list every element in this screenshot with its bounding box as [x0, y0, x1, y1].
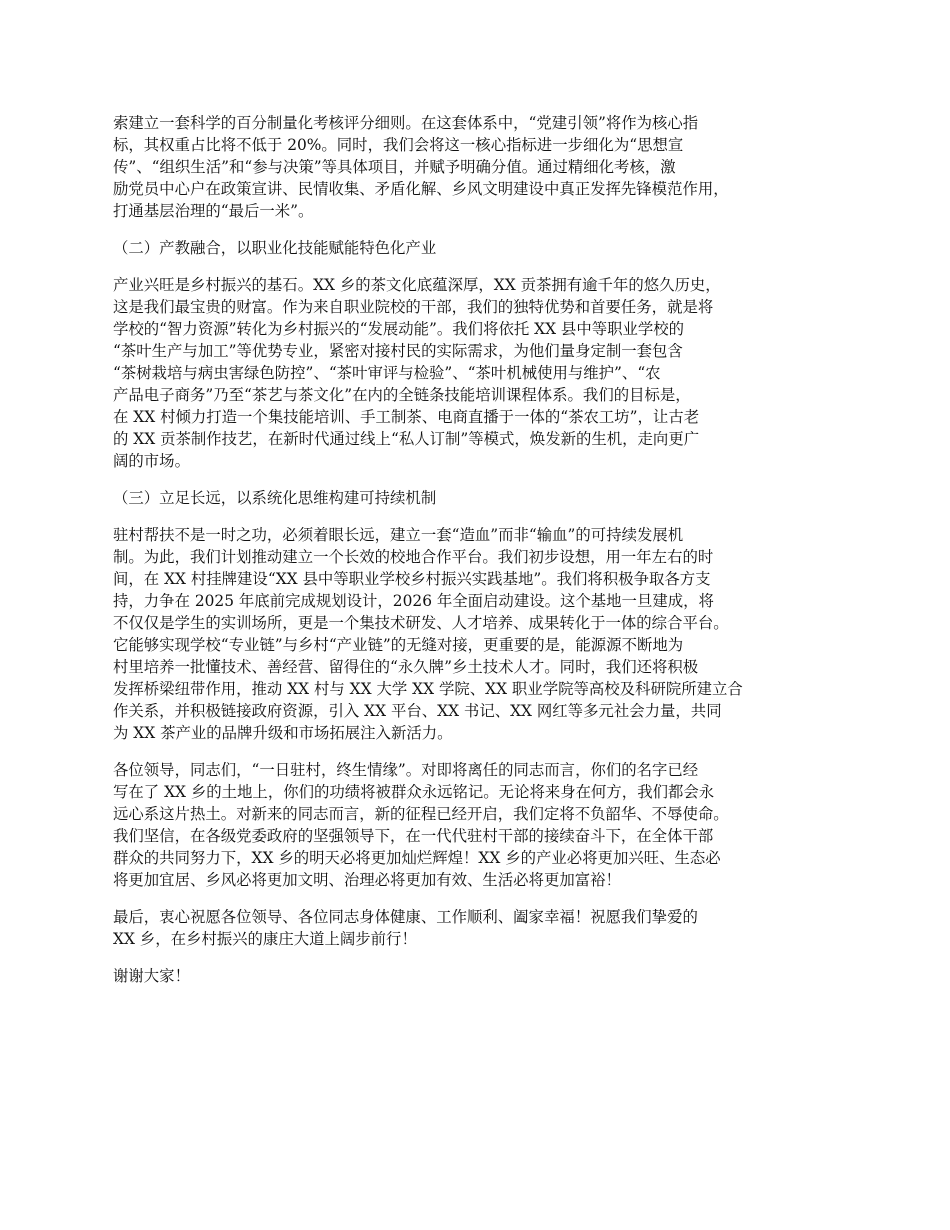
paragraph-address-to-leaders: 各位领导，同志们，“一日驻村，终生情缘”。对即将离任的同志而言，你们的名字已经 写在了 XX 乡的土地上，你们的功绩将被群众永远铭记。无论将来身在何方，我们都会永 远心系这片热土。对新来的同志而言，新的征程已经开启，我们定将不负韶华、不辱使命。 我们坚信，在各级党委政府的坚强领导下，在一代代驻村干部的接续奋斗下，在全体干部 群众的共同努力下，XX 乡的明天必将更加灿烂辉煌！XX 乡的产业必将更加兴旺、生态必 将更加宜居、乡风必将更加文明、治理必将更加有效、生活必将更加富裕！ — [113, 761, 729, 889]
paragraph-practice-base: 驻村帮扶不是一时之功，必须着眼长远，建立一套“造血”而非“输血”的可持续发展机 制。为此，我们计划推动建立一个长效的校地合作平台。我们初步设想，用一年左右的时 间，在 XX 村挂牌建设“XX 县中等职业学校乡村振兴实践基地”。我们将积极争取各方支 持，力争在 2025 年底前完成规划设计，2026 年全面启动建设。这个基地一旦建成，将 不仅仅是学生的实训场所，更是一个集技术研发、人才培养、成果转化于一体的综合平台。 它能够实现学校“专业链”与乡村“产业链”的无缝对接，更重要的是，能源源不断地为 村里培养一批懂技术、善经营、留得住的“永久牌”乡土技术人才。同时，我们还将积极 发挥桥梁纽带作用，推动 XX 村与 XX 大学 XX 学院、XX 职业学院等高校及科研院所建立合 作关系，并积极链接政府资源，引入 XX 平台、XX 书记、XX 网红等多元社会力量，共同 为 XX 茶产业的品牌升级和市场拓展注入新活力。 — [113, 526, 743, 742]
paragraph-tea-industry: 产业兴旺是乡村振兴的基石。XX 乡的茶文化底蕴深厚，XX 贡茶拥有逾千年的悠久历史， 这是我们最宝贵的财富。作为来自职业院校的干部，我们的独特优势和首要任务，就是将 学校的“智力资源”转化为乡村振兴的“发展动能”。我们将依托 XX 县中等职业学校的 “茶叶生产与加工”等优势专业，紧密对接村民的实际需求，为他们量身定制一套包含 “茶树栽培与病虫害绿色防控”、“茶叶审评与检验”、“茶叶机械使用与维护”、“农 产品电子商务”乃至“茶艺与茶文化”在内的全链条技能培训课程体系。我们的目标是， 在 XX 村倾力打造一个集技能培训、手工制茶、电商直播于一体的“茶农工坊”，让古老 的 XX 贡茶制作技艺，在新时代通过线上“私人订制”等模式，焕发新的生机，走向更广 阔的市场。 — [113, 276, 721, 470]
paragraph-closing-wishes: 最后，衷心祝愿各位领导、各位同志身体健康、工作顺利、阖家幸福！祝愿我们挚爱的 XX 乡，在乡村振兴的康庄大道上阔步前行！ — [113, 908, 698, 948]
section-heading-industry-education: （二）产教融合，以职业化技能赋能特色化产业 — [113, 239, 437, 257]
paragraph-party-building-assessment: 索建立一套科学的百分制量化考核评分细则。在这套体系中，“党建引领”将作为核心指 标，其权重占比将不低于 20%。同时，我们会将这一核心指标进一步细化为“思想宣 传”、“组织生活”和“参与决策”等具体项目，并赋予明确分值。通过精细化考核，激 励党员中心户在政策宣讲、民情收集、矛盾化解、乡风文明建设中真正发挥先锋模范作用， 打通基层治理的“最后一米”。 — [113, 114, 729, 220]
paragraph-thanks: 谢谢大家！ — [113, 967, 190, 985]
section-heading-sustainable-mechanism: （三）立足长远，以系统化思维构建可持续机制 — [113, 489, 437, 507]
document-page — [113, 112, 841, 1002]
